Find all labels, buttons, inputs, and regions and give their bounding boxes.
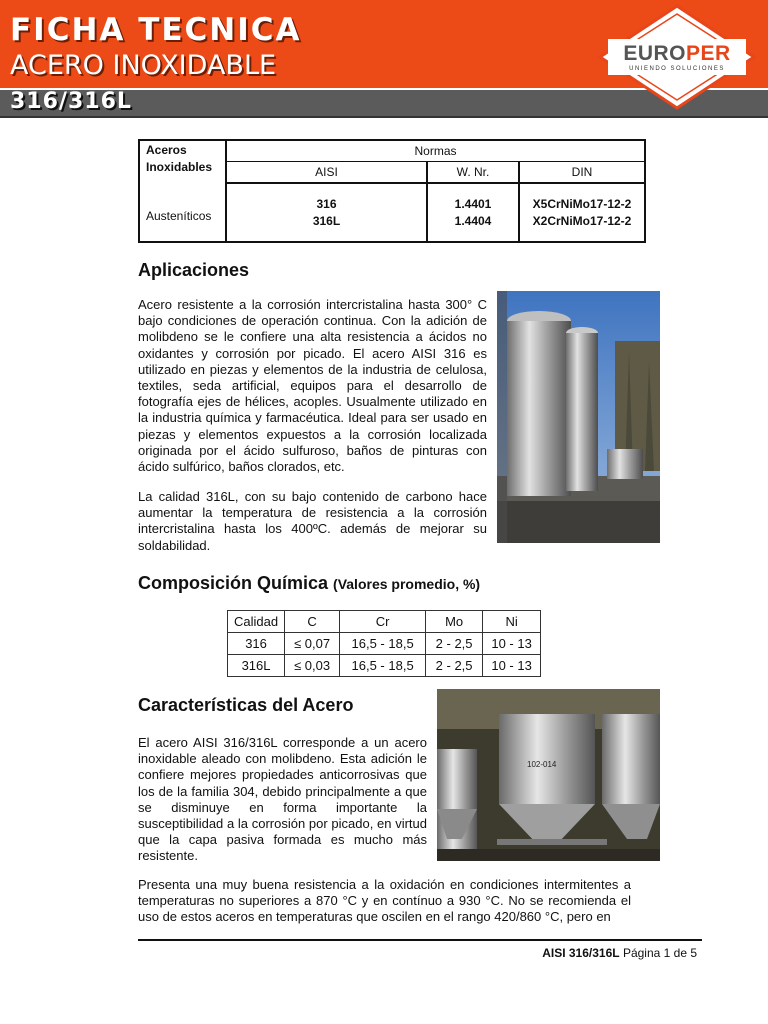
norms-group-header: Normas	[414, 144, 457, 158]
table-cell: 10 - 13	[483, 655, 541, 677]
aisi-316l: 316L	[312, 214, 341, 228]
document-subtitle: ACERO INOXIDABLE	[10, 50, 277, 81]
wnr-316: 1.4401	[454, 197, 492, 211]
composition-table	[227, 610, 541, 677]
table-header-cell: Cr	[340, 611, 426, 633]
norms-corner-line2: Inoxidables	[146, 160, 213, 174]
heading-aplicaciones: Aplicaciones	[138, 260, 250, 280]
norms-corner-line1: Aceros	[146, 143, 187, 157]
table-cell: ≤ 0,03	[285, 655, 340, 677]
table-header-cell: C	[285, 611, 340, 633]
din-316l: X2CrNiMo17-12-2	[532, 214, 632, 228]
table-header-cell: Ni	[483, 611, 541, 633]
col-header-din: DIN	[571, 165, 593, 179]
aplicaciones-paragraph-1: Acero resistente a la corrosión intercristalina hasta 300° C bajo condiciones de operación continua. Con la adición de molibdeno se le confiere una alta resistencia a ácidos no oxidantes y corrosión por picado. El acero AISI 316 es utilizado en piezas y elementos de la industria de celulosa, textiles, seda artificial, equipos para el desarrollo de fotografía ejes de hélices, acoples. Usualmente utilizado en la industria química y farmacéutica. Ideal para ser usado en piezas y elementos expuestos a la corrosión localizada originada por el ácido sulfuroso, baños de pinturas con ácido sulfúrico, baños clorados, etc.	[138, 297, 487, 475]
footer-rule	[138, 939, 702, 941]
document-title: FICHA TECNICA	[10, 12, 302, 48]
logo-wordmark: EUROPER	[623, 42, 731, 65]
table-cell: 2 - 2,5	[426, 633, 483, 655]
tanks-photo	[497, 291, 660, 543]
tank-label: 102-014	[527, 760, 557, 769]
hoppers-photo	[437, 689, 660, 861]
heading-composicion-note: (Valores promedio, %)	[333, 576, 481, 592]
col-header-aisi: AISI	[315, 165, 338, 179]
table-cell: 16,5 - 18,5	[340, 655, 426, 677]
heading-caracteristicas: Características del Acero	[138, 695, 354, 715]
col-header-wnr: W. Nr.	[456, 165, 490, 179]
caracteristicas-paragraph-2: Presenta una muy buena resistencia a la oxidación en condiciones intermitentes a temperaturas no superiores a 870 °C y en contínuo a 930 °C. No se recomienda el uso de estos aceros en temperaturas que oscilen en el rango 420/860 °C, pero en	[138, 877, 631, 925]
table-cell: 316	[228, 633, 285, 655]
table-cell: ≤ 0,07	[285, 633, 340, 655]
table-row	[228, 633, 541, 655]
din-316: X5CrNiMo17-12-2	[532, 197, 632, 211]
table-cell: 16,5 - 18,5	[340, 633, 426, 655]
aisi-316: 316	[316, 197, 337, 211]
logo-tagline: UNIENDO SOLUCIONES	[629, 66, 725, 72]
table-header-cell: Mo	[426, 611, 483, 633]
footer-page-number: Página 1 de 5	[622, 946, 697, 960]
wnr-316l: 1.4404	[454, 214, 492, 228]
table-cell: 2 - 2,5	[426, 655, 483, 677]
caracteristicas-paragraph-1: El acero AISI 316/316L corresponde a un acero inoxidable aleado con molibdeno. Esta adición le confiere mejores propiedades anticorrosivas que los de la familia 304, debido principalmente a que se disminuye en forma importante la susceptibilidad a la corrosión por picado, en virtud que la capa pasiva formada es mucho más resistente.	[138, 735, 427, 864]
row-label-austeniticos: Austeníticos	[146, 209, 212, 223]
footer-doc-id: AISI 316/316L	[542, 946, 620, 960]
page-header	[0, 0, 768, 118]
table-cell: 316L	[228, 655, 285, 677]
steel-grade: 316/316L	[10, 89, 132, 114]
aplicaciones-paragraph-2: La calidad 316L, con su bajo contenido de carbono hace aumentar la temperatura de resistencia a la corrosión intercristalina hasta los 400ºC. además de mejorar su soldabilidad.	[138, 489, 487, 553]
europer-logo	[596, 4, 758, 110]
table-header-cell: Calidad	[228, 611, 285, 633]
norms-table	[138, 139, 646, 243]
table-row	[228, 655, 541, 677]
heading-composicion: Composición Química (Valores promedio, %)	[138, 573, 481, 593]
table-header-row	[228, 611, 541, 633]
page-footer	[138, 946, 697, 960]
table-cell: 10 - 13	[483, 633, 541, 655]
